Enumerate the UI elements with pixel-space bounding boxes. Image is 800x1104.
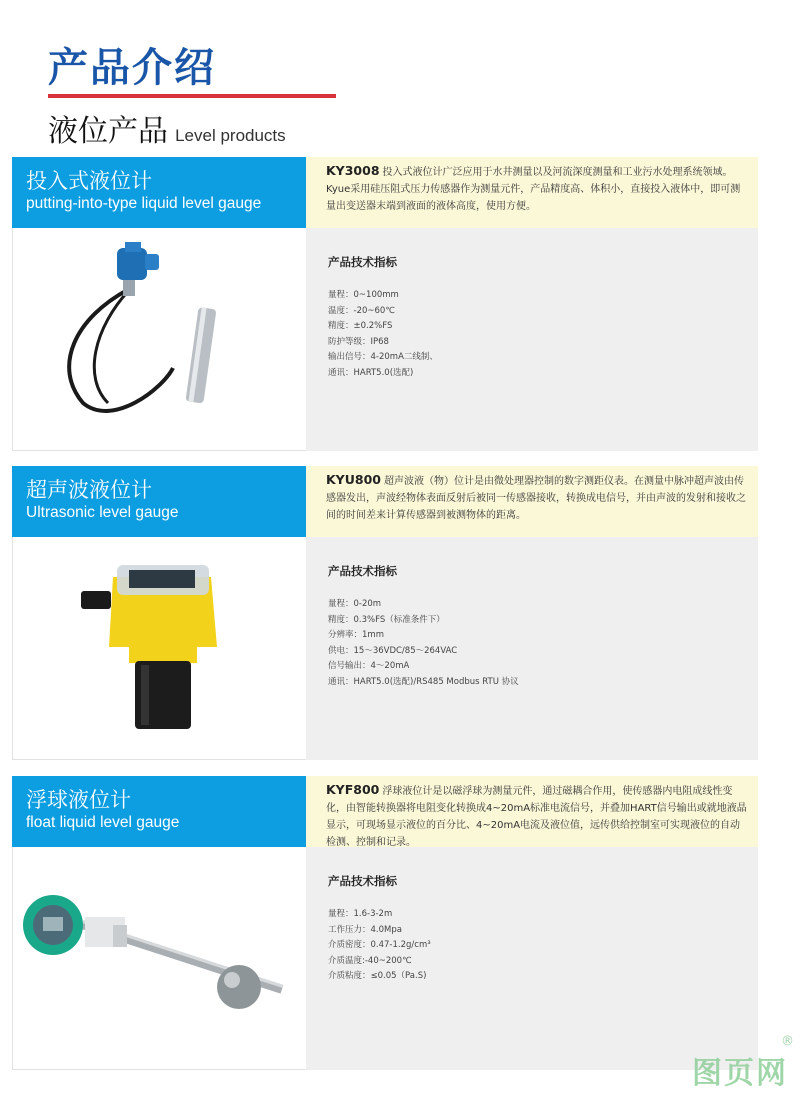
spec-list [328, 597, 758, 690]
spec-item: 分辨率：1mm [328, 630, 384, 640]
product-header [12, 776, 306, 847]
product-image [12, 847, 306, 1070]
float-gauge-icon [13, 847, 306, 1070]
spec-heading: 产品技术指标 [328, 874, 397, 888]
product-image [12, 537, 306, 760]
submersible-gauge-icon [13, 228, 306, 451]
product-name-en: Ultrasonic level gauge [26, 504, 179, 521]
product-description [306, 157, 758, 228]
watermark [692, 1034, 796, 1092]
spec-item: 供电：15～36VDC/85～264VAC [328, 645, 458, 656]
spec-item: 介质密度：0.47-1.2g/cm³ [328, 940, 431, 950]
spec-item: 介质温度:-40~200℃ [328, 955, 412, 966]
spec-heading: 产品技术指标 [328, 255, 397, 269]
product-name-cn: 投入式液位计 [26, 169, 152, 193]
product-description [306, 466, 758, 537]
product-model: KYU800 [326, 472, 381, 487]
spec-item: 输出信号：4-20mA二线制、 [328, 352, 438, 362]
spec-item: 通讯：HART5.0(选配) [328, 367, 414, 378]
product-name-cn: 浮球液位计 [26, 788, 131, 812]
spec-list [328, 907, 758, 985]
spec-item: 温度：-20~60℃ [328, 305, 395, 316]
spec-item: 精度：±0.2%FS [328, 321, 393, 331]
product-specs [306, 228, 758, 451]
product-image [12, 228, 306, 451]
product-section-submersible [12, 157, 758, 451]
watermark-text: 图页网 [692, 1056, 788, 1091]
spec-item: 量程：0-20m [328, 599, 382, 609]
product-description-text: 投入式液位计广泛应用于水井测量以及河流深度测量和工业污水处理系统领域。Kyue采用硅压阻式压力传感器作为测量元件，产品精度高、体积小，直接投入液体中，即可测量出变送器末端到液面的液体高度，使用方便。 [326, 167, 741, 212]
product-section-float [12, 776, 758, 1070]
spec-item: 介质粘度：≤0.05（Pa.S) [328, 971, 427, 981]
spec-item: 量程：1.6-3-2m [328, 909, 393, 919]
spec-item: 精度：0.3%FS（标准条件下） [328, 614, 445, 625]
product-specs [306, 537, 758, 760]
page-title: 产品介绍 [48, 45, 216, 91]
product-name-en: float liquid level gauge [26, 814, 180, 831]
subtitle-en: Level products [175, 126, 286, 145]
product-model: KYF800 [326, 782, 380, 797]
product-name-en: putting-into-type liquid level gauge [26, 195, 262, 212]
product-description-text: 超声波液（物）位计是由微处理器控制的数字测距仪表。在测量中脉冲超声波由传感器发出，声波经物体表面反射后被同一传感器接收，转换成电信号，并由声波的发射和接收之间的时间差来计算传感器到被测物体的距离。 [326, 476, 746, 521]
product-section-ultrasonic [12, 466, 758, 760]
product-description-text: 浮球液位计是以磁浮球为测量元件，通过磁耦合作用，使传感器内电阻成线性变化，由智能转换器将电阻变化转换成4~20mA标准电流信号，并叠加HART信号输出或就地液晶显示，可现场显示液位的百分比、4~20mA电流及液位值，远传供给控制室可实现液位的自动检测、控制和记录。 [326, 786, 747, 847]
product-description [306, 776, 758, 847]
registered-mark: ® [781, 1034, 796, 1049]
spec-item: 防护等级：IP68 [328, 336, 389, 347]
subtitle-cn: 液位产品 [48, 114, 168, 149]
spec-heading: 产品技术指标 [328, 564, 397, 578]
spec-list [328, 288, 758, 381]
product-name-cn: 超声波液位计 [26, 478, 152, 502]
product-specs [306, 847, 758, 1070]
spec-item: 量程：0~100mm [328, 290, 399, 300]
spec-item: 通讯：HART5.0(选配)/RS485 Modbus RTU 协议 [328, 676, 519, 687]
spec-item: 信号输出：4～20mA [328, 661, 410, 671]
spec-item: 工作压力：4.0Mpa [328, 924, 402, 935]
ultrasonic-gauge-icon [13, 537, 306, 760]
title-rule [48, 94, 336, 98]
subtitle [48, 106, 286, 150]
product-header [12, 157, 306, 228]
product-model: KY3008 [326, 163, 380, 178]
product-header [12, 466, 306, 537]
